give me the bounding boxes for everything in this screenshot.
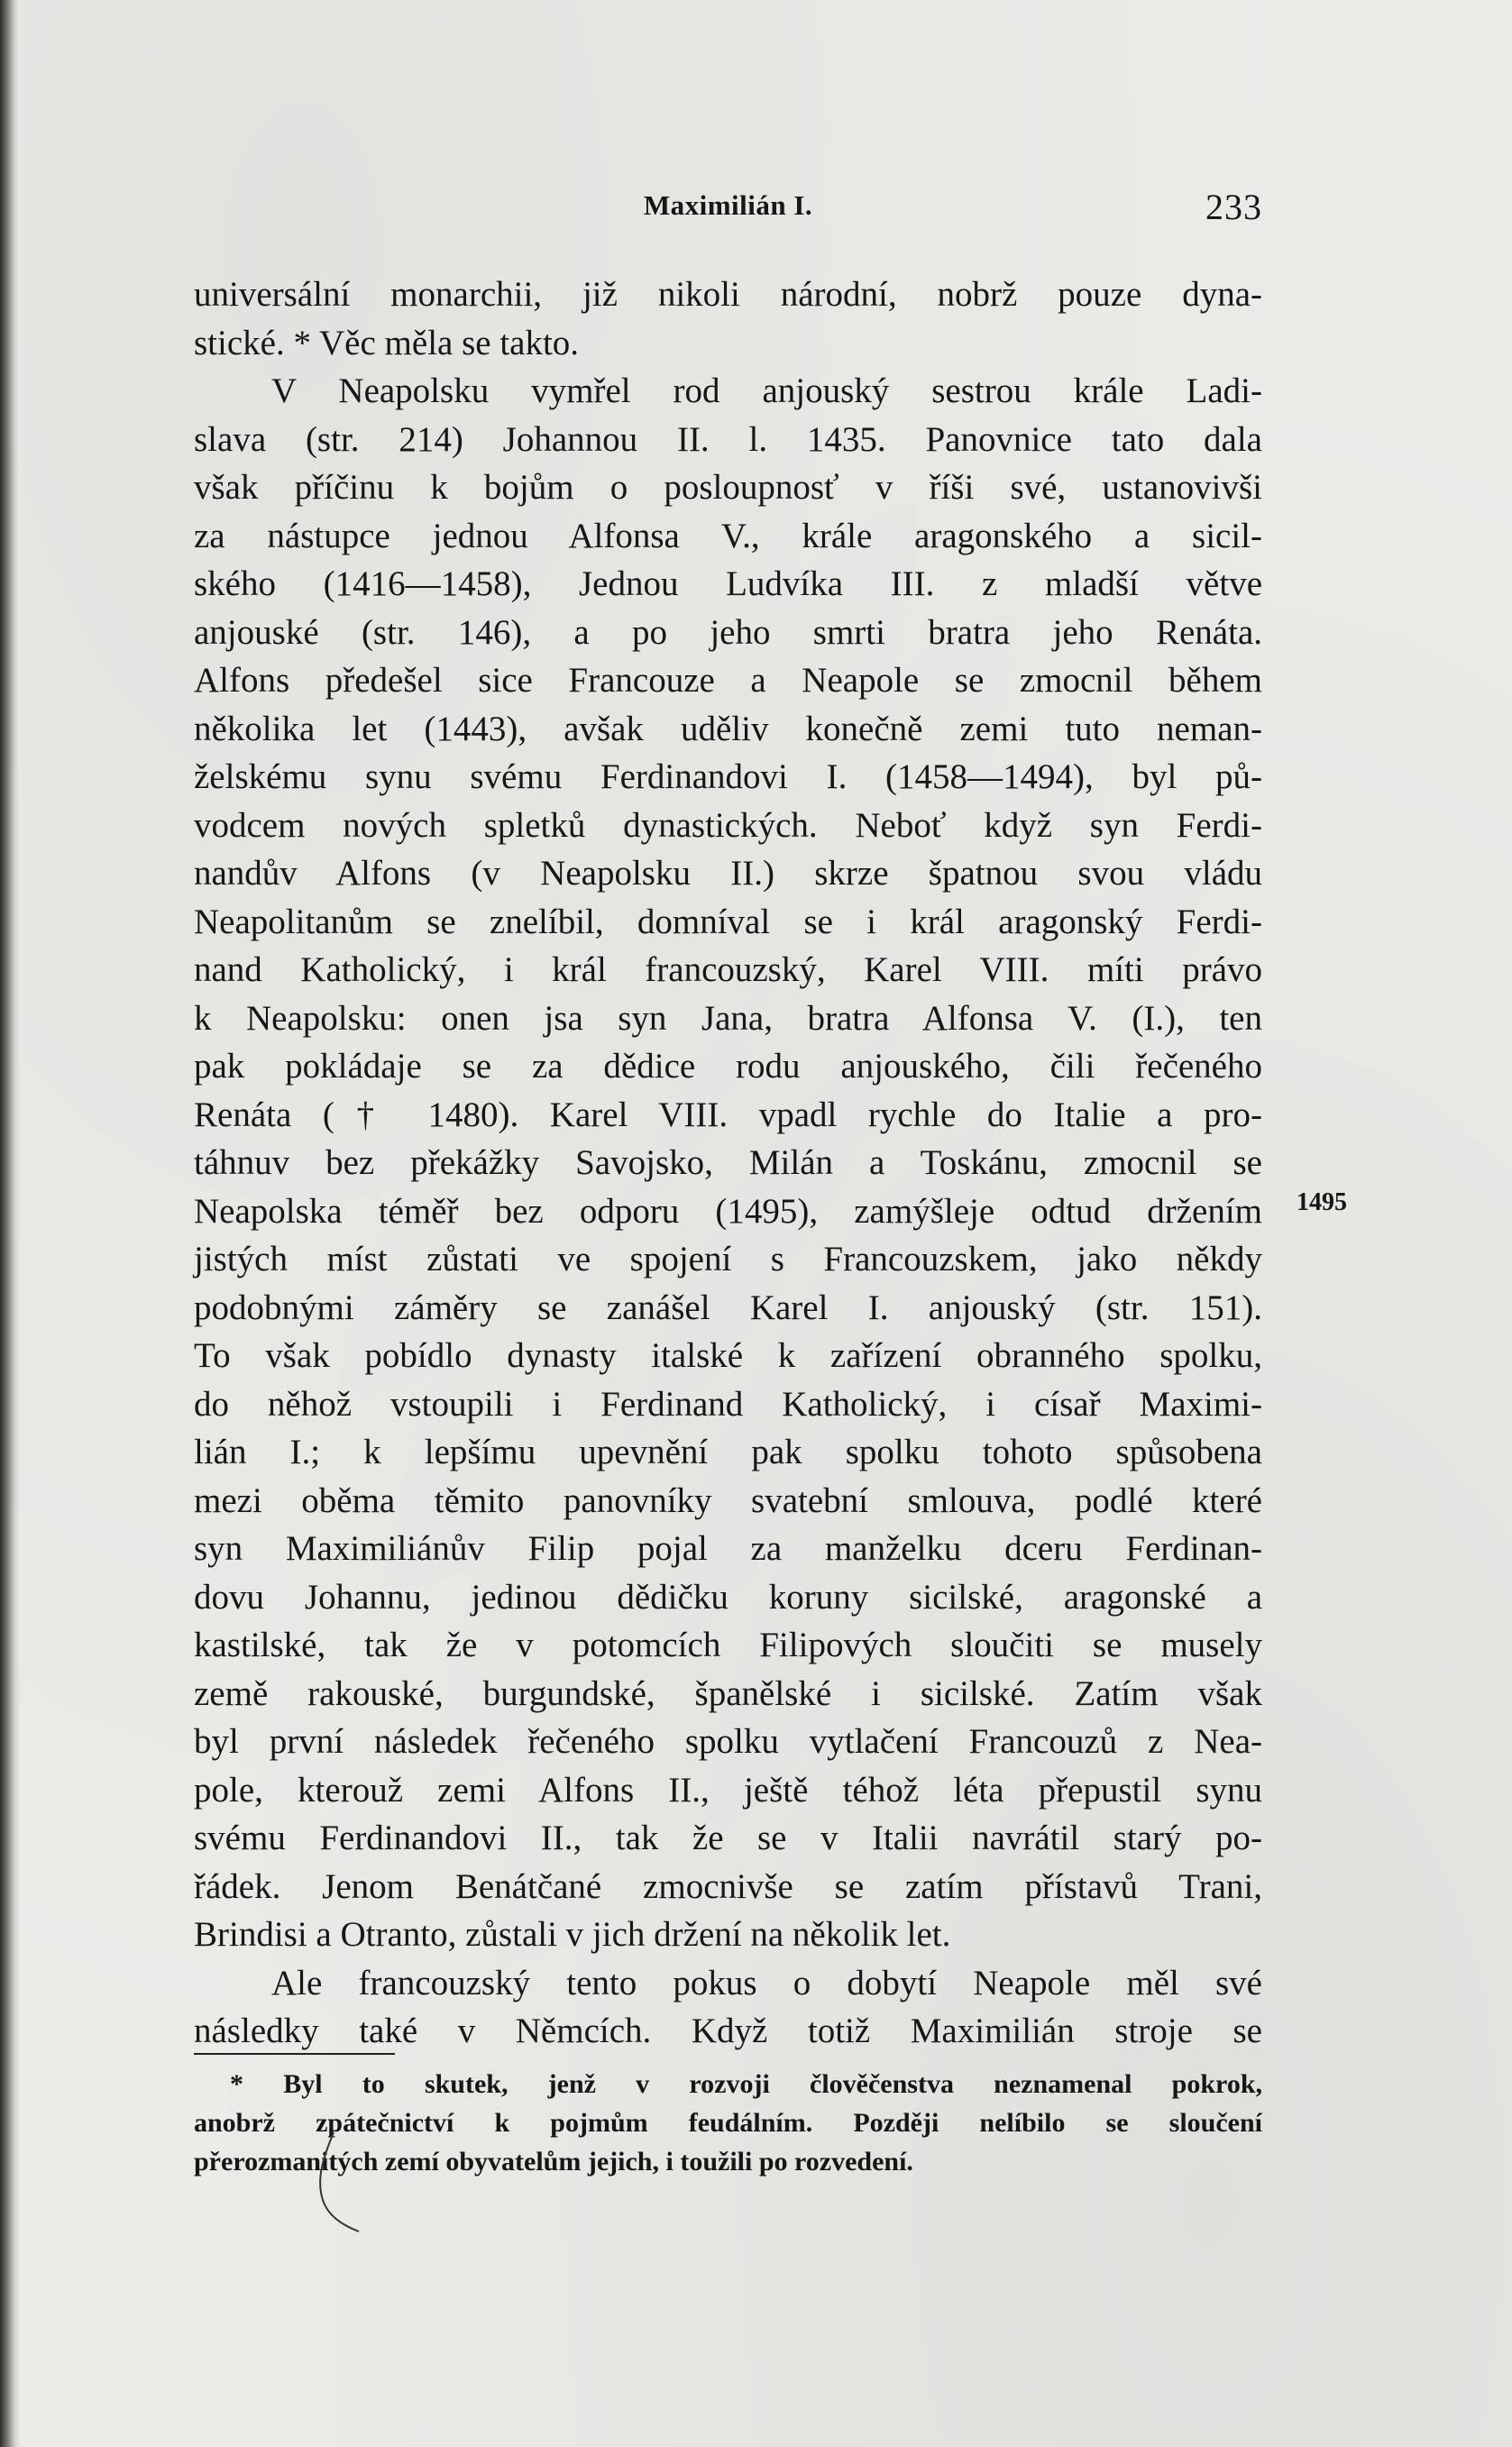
text-line-25: lián I.; k lepšímu upevnění pak spolku tohoto spůsobena xyxy=(194,1433,1262,1471)
text-line-36: Ale francouzský tento pokus o dobytí Neapole měl své xyxy=(271,1963,1262,2003)
footnote-line-3: přerozmanitých zemí obyvatelům jejich, i toužili po rozvedení. xyxy=(194,2147,913,2177)
text-line-33: svému Ferdinandovi II., tak že se v Italii navrátil starý po- xyxy=(194,1819,1262,1857)
text-line-30: země rakouské, burgundské, španělské i sicilské. Zatím však xyxy=(194,1673,1262,1713)
text-line-12: vodcem nových spletků dynastických. Neboť když syn Ferdi- xyxy=(194,805,1262,845)
footnote-divider xyxy=(194,2053,395,2055)
text-line-26: mezi oběma těmito panovníky svatební smlouva, podlé které xyxy=(194,1480,1262,1520)
margin-year-note: 1495 xyxy=(1297,1188,1347,1216)
text-line-7: ského (1416—1458), Jednou Ludvíka III. z mladší větve xyxy=(194,564,1262,603)
text-line-5: však příčinu k bojům o posloupnosť v říši své, ustanovivši xyxy=(194,468,1262,507)
text-line-35: Brindisi a Otranto, zůstali v jich držení na několik let. xyxy=(194,1915,951,1954)
text-line-28: dovu Johannu, jedinou dědičku koruny sicilské, aragonské a xyxy=(194,1577,1262,1617)
text-line-8: anjouské (str. 146), a po jeho smrti bratra jeho Renáta. xyxy=(194,612,1262,652)
text-line-31: byl první následek řečeného spolku vytlačení Francouzů z Nea- xyxy=(194,1722,1262,1761)
text-line-24: do něhož vstoupili i Ferdinand Katholický, i císař Maximi- xyxy=(194,1384,1262,1424)
text-line-1: universální monarchii, již nikoli národní, nobrž pouze dyna- xyxy=(194,275,1262,314)
text-line-13: nandův Alfons (v Neapolsku II.) skrze špatnou svou vládu xyxy=(194,854,1262,893)
text-line-6: za nástupce jednou Alfonsa V., krále aragonského a sicil- xyxy=(194,516,1262,555)
text-line-4: slava (str. 214) Johannou II. l. 1435. Panovnice tato dala xyxy=(194,419,1262,459)
text-line-29: kastilské, tak že v potomcích Filipových sloučiti se musely xyxy=(194,1626,1262,1664)
footnote-line-1: * Byl to skutek, jenž v rozvoji člověčenstva neznamenal pokrok, xyxy=(230,2069,1262,2099)
text-line-34: řádek. Jenom Benátčané zmocnivše se zatím přístavů Trani, xyxy=(194,1866,1262,1906)
text-line-20: Neapolska téměř bez odporu (1495), zamýšleje odtud držením xyxy=(194,1191,1262,1231)
text-line-27: syn Maximiliánův Filip pojal za manželku dceru Ferdinan- xyxy=(194,1529,1262,1568)
body-text xyxy=(194,270,1262,2056)
page-header xyxy=(194,186,1262,231)
book-binding-edge xyxy=(0,0,20,2447)
text-line-14: Neapolitanům se znelíbil, domníval se i král aragonský Ferdi- xyxy=(194,902,1262,941)
footnote-line-2: anobrž zpátečnictví k pojmům feudálním. Později nelíbilo se sloučení xyxy=(194,2108,1262,2138)
text-line-18: Renáta († 1480). Karel VIII. vpadl rychle do Italie a pro- xyxy=(194,1095,1262,1134)
text-line-21: jistých míst zůstati ve spojení s Francouzskem, jako někdy xyxy=(194,1240,1262,1278)
text-line-16: k Neapolsku: onen jsa syn Jana, bratra Alfonsa V. (I.), ten xyxy=(194,998,1262,1038)
text-line-37: následky také v Němcích. Když totiž Maximilián stroje se xyxy=(194,2012,1262,2050)
text-line-23: To však pobídlo dynasty italské k zařízení obranného spolku, xyxy=(194,1336,1262,1375)
page-number: 233 xyxy=(1205,187,1262,227)
text-line-10: několika let (1443), avšak uděliv konečně zemi tuto neman- xyxy=(194,709,1262,748)
text-line-2: stické. * Věc měla se takto. xyxy=(194,323,580,362)
text-line-11: želskému synu svému Ferdinandovi I. (1458—1494), byl pů- xyxy=(194,757,1262,796)
text-line-32: pole, kterouž zemi Alfons II., ještě téhož léta přepustil synu xyxy=(194,1770,1262,1810)
text-line-19: táhnuv bez překážky Savojsko, Milán a Toskánu, zmocnil se xyxy=(194,1143,1262,1182)
text-line-9: Alfons předešel sice Francouze a Neapole se zmocnil během xyxy=(194,661,1262,700)
text-line-17: pak pokládaje se za dědice rodu anjouského, čili řečeného xyxy=(194,1047,1262,1086)
text-line-3: V Neapolsku vymřel rod anjouský sestrou krále Ladi- xyxy=(271,371,1262,410)
text-line-22: podobnými záměry se zanášel Karel I. anjouský (str. 151). xyxy=(194,1288,1262,1327)
text-line-15: nand Katholický, i král francouzský, Karel VIII. míti právo xyxy=(194,950,1262,989)
running-head: Maximilián I. xyxy=(643,189,813,221)
pen-mark xyxy=(307,2128,379,2236)
